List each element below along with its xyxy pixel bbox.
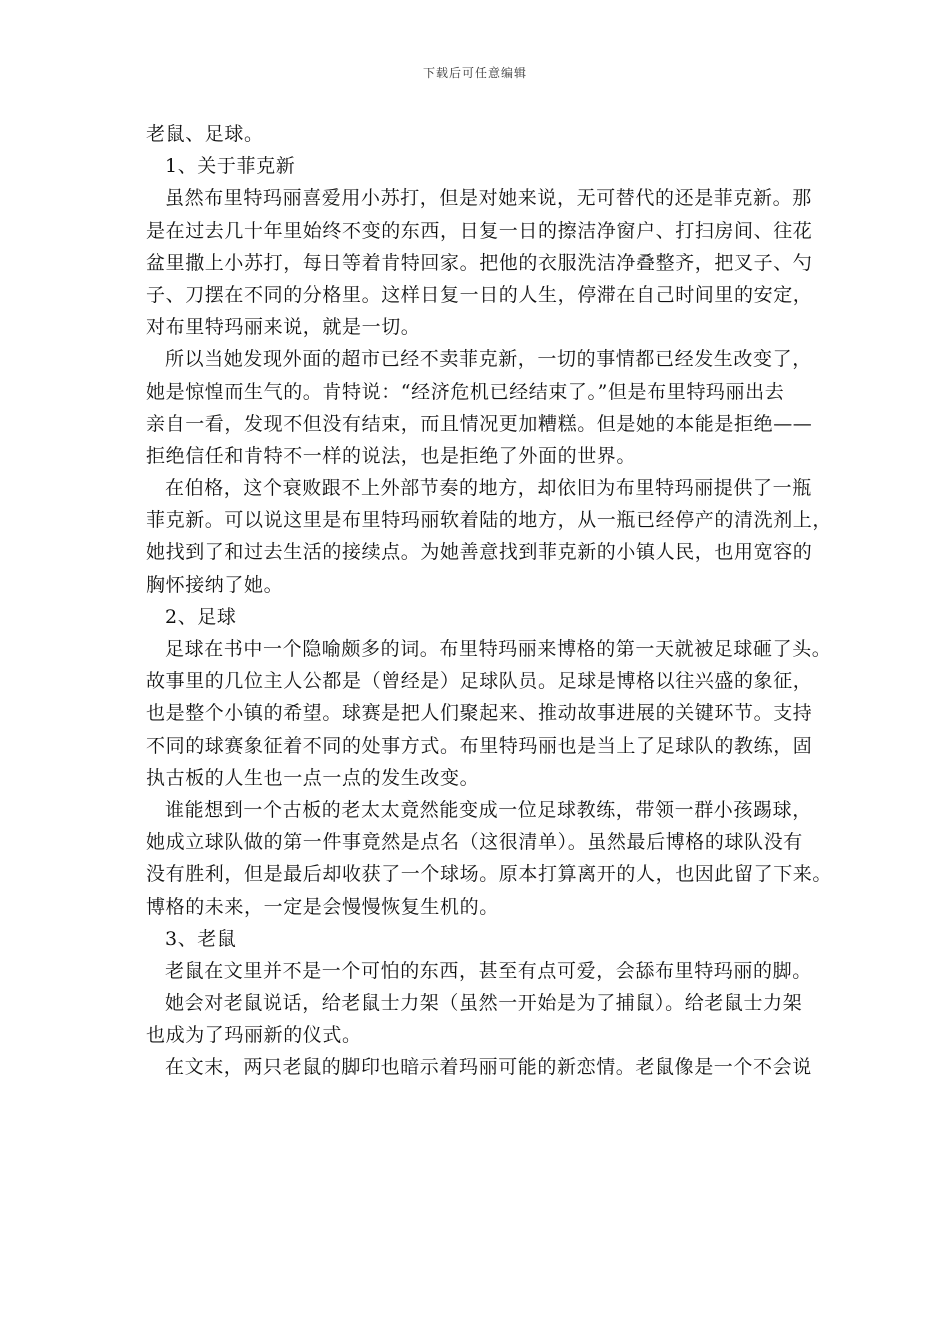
text-line: 3、老鼠: [165, 927, 237, 950]
text-line: 菲克新。可以说这里是布里特玛丽软着陆的地方，从一瓶已经停产的清洗剂上，: [146, 509, 833, 532]
text-line: 老鼠、足球。: [146, 123, 264, 145]
text-line: 是在过去几十年里始终不变的东西，日复一日的擦洁净窗户、打扫房间、往花: [146, 219, 813, 242]
text-line: 拒绝信任和肯特不一样的说法，也是拒绝了外面的世界。: [146, 444, 637, 467]
text-line: 盆里撒上小苏打，每日等着肯特回家。把他的衣服洗洁净叠整齐，把叉子、勺: [146, 251, 813, 274]
page-header: 下载后可任意编辑: [422, 66, 527, 80]
text-line: 她是惊惶而生气的。肯特说：“经济危机已经结束了。”但是布里特玛丽出去: [146, 380, 785, 403]
text-line: 不同的球赛象征着不同的处事方式。布里特玛丽也是当上了足球队的教练，固: [146, 734, 813, 757]
document-body: [146, 118, 833, 1084]
text-line: 也是整个小镇的希望。球赛是把人们聚起来、推动故事进展的关键环节。支持: [146, 702, 813, 725]
text-line: 在伯格，这个衰败跟不上外部节奏的地方，却依旧为布里特玛丽提供了一瓶: [165, 477, 812, 500]
text-line: 也成为了玛丽新的仪式。: [146, 1024, 362, 1047]
text-line: 1、关于菲克新: [165, 155, 296, 178]
text-line: 故事里的几位主人公都是（曾经是）足球队员。足球是博格以往兴盛的象征，: [146, 670, 813, 693]
text-line: 她找到了和过去生活的接续点。为她善意找到菲克新的小镇人民，也用宽容的: [146, 541, 813, 564]
text-line: 胸怀接纳了她。: [146, 573, 284, 596]
text-line: 执古板的人生也一点一点的发生改变。: [146, 766, 480, 789]
text-line: 谁能想到一个古板的老太太竟然能变成一位足球教练，带领一群小孩踢球，: [165, 798, 812, 821]
text-line: 亲自一看，发现不但没有结束，而且情况更加糟糕。但是她的本能是拒绝——: [146, 412, 813, 435]
text-line: 所以当她发现外面的超市已经不卖菲克新，一切的事情都已经发生改变了，: [165, 348, 812, 371]
text-line: 她会对老鼠说话，给老鼠士力架（虽然一开始是为了捕鼠）。给老鼠士力架: [165, 992, 803, 1015]
text-line: 她成立球队做的第一件事竟然是点名（这很清单）。虽然最后博格的球队没有: [146, 831, 803, 854]
text-line: 在文末，两只老鼠的脚印也暗示着玛丽可能的新恋情。老鼠像是一个不会说: [165, 1056, 812, 1079]
text-line: 老鼠在文里并不是一个可怕的东西，甚至有点可爱，会舔布里特玛丽的脚。: [165, 959, 812, 982]
text-line: 足球在书中一个隐喻颇多的词。布里特玛丽来博格的第一天就被足球砸了头。: [165, 638, 832, 660]
text-line: 没有胜利，但是最后却收获了一个球场。原本打算离开的人，也因此留了下来。: [146, 863, 833, 886]
text-line: 子、刀摆在不同的分格里。这样日复一日的人生，停滞在自己时间里的安定，: [146, 283, 813, 306]
text-line: 虽然布里特玛丽喜爱用小苏打，但是对她来说，无可替代的还是菲克新。那: [165, 187, 812, 210]
text-line: 博格的未来，一定是会慢慢恢复生机的。: [146, 895, 499, 918]
text-line: 2、足球: [165, 605, 237, 628]
text-line: 对布里特玛丽来说，就是一切。: [146, 316, 421, 339]
